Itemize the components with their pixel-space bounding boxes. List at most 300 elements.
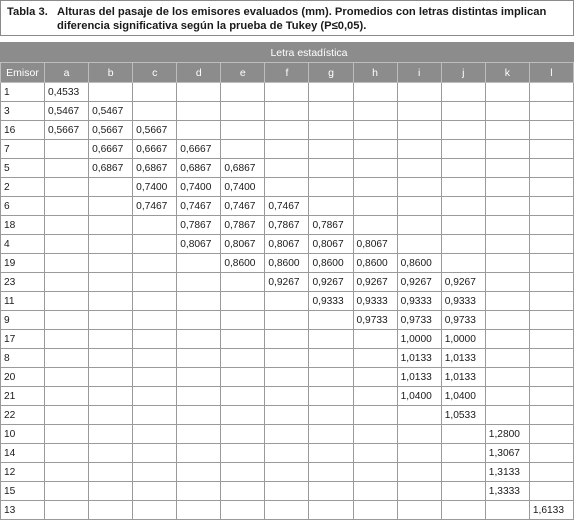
value-cell: [529, 330, 573, 349]
value-cell: [221, 368, 265, 387]
value-cell: [485, 273, 529, 292]
value-cell: 0,7400: [133, 178, 177, 197]
table-row: [1, 406, 574, 425]
emisor-cell: 7: [1, 140, 45, 159]
column-header-row: [1, 63, 574, 83]
value-cell: 1,0533: [441, 406, 485, 425]
value-cell: [133, 463, 177, 482]
value-cell: [133, 482, 177, 501]
value-cell: 1,0133: [397, 368, 441, 387]
value-cell: [265, 387, 309, 406]
table-row: [1, 159, 574, 178]
value-cell: [397, 178, 441, 197]
value-cell: 0,8600: [397, 254, 441, 273]
value-cell: [529, 368, 573, 387]
value-cell: [133, 254, 177, 273]
value-cell: [45, 197, 89, 216]
value-cell: [353, 102, 397, 121]
value-cell: [485, 140, 529, 159]
value-cell: [485, 406, 529, 425]
value-cell: [397, 463, 441, 482]
value-cell: [177, 368, 221, 387]
caption-text: Alturas del pasaje de los emisores evaluados (mm). Promedios con letras distintas implican diferencia significativa según la prueba de Tukey (P≤0,05).: [57, 6, 547, 32]
value-cell: [353, 463, 397, 482]
value-cell: [89, 83, 133, 102]
value-cell: [265, 425, 309, 444]
value-cell: [309, 102, 353, 121]
value-cell: [485, 83, 529, 102]
value-cell: 0,9333: [353, 292, 397, 311]
value-cell: [133, 273, 177, 292]
value-cell: [309, 197, 353, 216]
value-cell: [485, 159, 529, 178]
table-row: [1, 311, 574, 330]
table-row: [1, 292, 574, 311]
value-cell: [353, 140, 397, 159]
value-cell: [45, 387, 89, 406]
value-cell: 0,7867: [265, 216, 309, 235]
value-cell: [45, 406, 89, 425]
value-cell: [265, 501, 309, 520]
value-cell: 1,0000: [441, 330, 485, 349]
value-cell: [397, 102, 441, 121]
value-cell: [45, 501, 89, 520]
table-row: [1, 216, 574, 235]
value-cell: [529, 178, 573, 197]
value-cell: [177, 349, 221, 368]
value-cell: [529, 349, 573, 368]
table-row: [1, 349, 574, 368]
value-cell: [133, 406, 177, 425]
value-cell: [529, 482, 573, 501]
column-header-h: h: [353, 63, 397, 83]
value-cell: [397, 501, 441, 520]
value-cell: 1,0000: [397, 330, 441, 349]
value-cell: [265, 140, 309, 159]
value-cell: [485, 330, 529, 349]
value-cell: [485, 501, 529, 520]
value-cell: [441, 102, 485, 121]
value-cell: [397, 197, 441, 216]
value-cell: [529, 197, 573, 216]
value-cell: [221, 102, 265, 121]
emisor-cell: 12: [1, 463, 45, 482]
value-cell: [133, 102, 177, 121]
value-cell: [265, 330, 309, 349]
value-cell: [221, 387, 265, 406]
value-cell: [221, 406, 265, 425]
value-cell: [177, 254, 221, 273]
value-cell: [353, 178, 397, 197]
value-cell: [89, 235, 133, 254]
value-cell: [353, 444, 397, 463]
value-cell: [89, 311, 133, 330]
value-cell: 0,9267: [265, 273, 309, 292]
table-row: [1, 463, 574, 482]
column-header-c: c: [133, 63, 177, 83]
value-cell: [441, 216, 485, 235]
emisor-cell: 5: [1, 159, 45, 178]
value-cell: [529, 311, 573, 330]
value-cell: [441, 178, 485, 197]
value-cell: [265, 406, 309, 425]
value-cell: [45, 140, 89, 159]
value-cell: 0,9333: [441, 292, 485, 311]
value-cell: 0,7400: [177, 178, 221, 197]
value-cell: [177, 501, 221, 520]
value-cell: 0,5667: [133, 121, 177, 140]
value-cell: 0,8067: [221, 235, 265, 254]
value-cell: [353, 83, 397, 102]
table-row: [1, 330, 574, 349]
value-cell: 0,5467: [45, 102, 89, 121]
value-cell: 1,6133: [529, 501, 573, 520]
value-cell: [309, 406, 353, 425]
value-cell: 0,9267: [309, 273, 353, 292]
value-cell: [397, 140, 441, 159]
value-cell: [265, 178, 309, 197]
emisor-cell: 19: [1, 254, 45, 273]
emisor-cell: 3: [1, 102, 45, 121]
value-cell: [221, 140, 265, 159]
value-cell: [265, 292, 309, 311]
value-cell: [397, 159, 441, 178]
emisor-cell: 10: [1, 425, 45, 444]
value-cell: [309, 83, 353, 102]
value-cell: 0,6867: [133, 159, 177, 178]
value-cell: [45, 311, 89, 330]
value-cell: [221, 425, 265, 444]
value-cell: [397, 444, 441, 463]
value-cell: [221, 292, 265, 311]
value-cell: [177, 387, 221, 406]
value-cell: [133, 387, 177, 406]
value-cell: 1,3067: [485, 444, 529, 463]
value-cell: 0,6867: [177, 159, 221, 178]
value-cell: [265, 444, 309, 463]
value-cell: [89, 330, 133, 349]
value-cell: [221, 482, 265, 501]
value-cell: 0,5467: [89, 102, 133, 121]
value-cell: [529, 254, 573, 273]
value-cell: [529, 216, 573, 235]
value-cell: [177, 311, 221, 330]
value-cell: [529, 387, 573, 406]
value-cell: 0,8600: [309, 254, 353, 273]
value-cell: [397, 235, 441, 254]
value-cell: [441, 83, 485, 102]
value-cell: [529, 159, 573, 178]
value-cell: [485, 311, 529, 330]
value-cell: [529, 102, 573, 121]
value-cell: [89, 387, 133, 406]
value-cell: [353, 330, 397, 349]
value-cell: [353, 216, 397, 235]
value-cell: [45, 216, 89, 235]
value-cell: [309, 178, 353, 197]
value-cell: [441, 482, 485, 501]
emisor-cell: 22: [1, 406, 45, 425]
value-cell: [177, 482, 221, 501]
value-cell: [221, 83, 265, 102]
value-cell: 0,9733: [441, 311, 485, 330]
value-cell: [529, 406, 573, 425]
emisor-cell: 15: [1, 482, 45, 501]
row-header: Emisor: [1, 63, 45, 83]
value-cell: [265, 311, 309, 330]
value-cell: [485, 368, 529, 387]
emisor-cell: 2: [1, 178, 45, 197]
value-cell: 0,7400: [221, 178, 265, 197]
value-cell: 1,0400: [441, 387, 485, 406]
value-cell: [133, 311, 177, 330]
value-cell: [441, 501, 485, 520]
table-body: [1, 83, 574, 520]
value-cell: [441, 235, 485, 254]
value-cell: [265, 368, 309, 387]
value-cell: [529, 444, 573, 463]
value-cell: [353, 197, 397, 216]
value-cell: [485, 102, 529, 121]
value-cell: [133, 368, 177, 387]
value-cell: [265, 463, 309, 482]
value-cell: 0,8067: [177, 235, 221, 254]
value-cell: 0,6867: [221, 159, 265, 178]
value-cell: [353, 349, 397, 368]
value-cell: [133, 216, 177, 235]
value-cell: [45, 178, 89, 197]
value-cell: 0,4533: [45, 83, 89, 102]
value-cell: 1,0133: [397, 349, 441, 368]
value-cell: 0,8600: [265, 254, 309, 273]
value-cell: [89, 216, 133, 235]
column-header-k: k: [485, 63, 529, 83]
value-cell: [89, 463, 133, 482]
table-row: [1, 197, 574, 216]
column-header-e: e: [221, 63, 265, 83]
value-cell: [89, 444, 133, 463]
value-cell: [529, 463, 573, 482]
table-row: [1, 178, 574, 197]
value-cell: 0,9333: [309, 292, 353, 311]
value-cell: [397, 121, 441, 140]
value-cell: [89, 349, 133, 368]
emisor-cell: 6: [1, 197, 45, 216]
value-cell: 1,0133: [441, 368, 485, 387]
value-cell: 1,2800: [485, 425, 529, 444]
value-cell: [309, 349, 353, 368]
value-cell: 0,6667: [89, 140, 133, 159]
value-cell: [441, 121, 485, 140]
value-cell: [265, 83, 309, 102]
value-cell: [89, 501, 133, 520]
value-cell: [45, 444, 89, 463]
group-header: Letra estadística: [45, 43, 574, 63]
value-cell: [397, 482, 441, 501]
emisor-cell: 9: [1, 311, 45, 330]
emisor-cell: 16: [1, 121, 45, 140]
table-row: [1, 482, 574, 501]
value-cell: [485, 387, 529, 406]
value-cell: [441, 444, 485, 463]
value-cell: 0,9267: [353, 273, 397, 292]
value-cell: 0,7867: [221, 216, 265, 235]
value-cell: [45, 368, 89, 387]
emisor-cell: 14: [1, 444, 45, 463]
value-cell: [177, 425, 221, 444]
emisor-cell: 11: [1, 292, 45, 311]
value-cell: [309, 387, 353, 406]
value-cell: [45, 482, 89, 501]
group-header-row: [1, 43, 574, 63]
emisor-cell: 18: [1, 216, 45, 235]
emisor-cell: 17: [1, 330, 45, 349]
table-row: [1, 254, 574, 273]
value-cell: [309, 501, 353, 520]
value-cell: 0,7467: [177, 197, 221, 216]
column-header-f: f: [265, 63, 309, 83]
value-cell: [133, 235, 177, 254]
emisor-cell: 21: [1, 387, 45, 406]
emisor-cell: 13: [1, 501, 45, 520]
value-cell: [45, 292, 89, 311]
value-cell: [45, 159, 89, 178]
value-cell: [485, 349, 529, 368]
value-cell: [353, 406, 397, 425]
value-cell: [309, 463, 353, 482]
value-cell: 0,7867: [177, 216, 221, 235]
value-cell: 0,8067: [353, 235, 397, 254]
value-cell: [441, 159, 485, 178]
value-cell: [309, 482, 353, 501]
value-cell: [89, 197, 133, 216]
value-cell: [309, 311, 353, 330]
value-cell: [177, 83, 221, 102]
value-cell: [353, 159, 397, 178]
emisor-cell: 20: [1, 368, 45, 387]
caption-label: Tabla 3.: [7, 6, 48, 18]
value-cell: [177, 406, 221, 425]
table-row: [1, 83, 574, 102]
table-row: [1, 425, 574, 444]
value-cell: [45, 254, 89, 273]
table-row: [1, 387, 574, 406]
value-cell: 0,7467: [221, 197, 265, 216]
value-cell: [397, 216, 441, 235]
value-cell: [221, 444, 265, 463]
value-cell: [89, 292, 133, 311]
value-cell: 0,7467: [265, 197, 309, 216]
table-row: [1, 102, 574, 121]
value-cell: [485, 178, 529, 197]
value-cell: [529, 235, 573, 254]
table-row: [1, 273, 574, 292]
column-header-l: l: [529, 63, 573, 83]
value-cell: [45, 235, 89, 254]
value-cell: [265, 121, 309, 140]
value-cell: [441, 254, 485, 273]
column-header-j: j: [441, 63, 485, 83]
value-cell: [529, 121, 573, 140]
value-cell: [133, 501, 177, 520]
value-cell: [529, 425, 573, 444]
value-cell: [133, 292, 177, 311]
value-cell: [485, 197, 529, 216]
value-cell: [529, 140, 573, 159]
table-row: [1, 501, 574, 520]
value-cell: [221, 330, 265, 349]
value-cell: [221, 349, 265, 368]
emisor-cell: 23: [1, 273, 45, 292]
value-cell: [221, 463, 265, 482]
value-cell: 1,0133: [441, 349, 485, 368]
value-cell: [353, 425, 397, 444]
table-row: [1, 368, 574, 387]
table-row: [1, 121, 574, 140]
value-cell: [353, 482, 397, 501]
value-cell: [177, 292, 221, 311]
value-cell: [89, 425, 133, 444]
value-cell: 0,9733: [397, 311, 441, 330]
value-cell: [265, 102, 309, 121]
value-cell: 0,6867: [89, 159, 133, 178]
value-cell: [89, 368, 133, 387]
value-cell: [133, 444, 177, 463]
value-cell: 0,8067: [265, 235, 309, 254]
value-cell: [529, 292, 573, 311]
tukey-table: [0, 42, 574, 520]
value-cell: [353, 368, 397, 387]
value-cell: [45, 463, 89, 482]
emisor-cell: 8: [1, 349, 45, 368]
value-cell: 1,3333: [485, 482, 529, 501]
emisor-cell: 1: [1, 83, 45, 102]
value-cell: 0,6667: [177, 140, 221, 159]
table-row: [1, 444, 574, 463]
value-cell: [45, 349, 89, 368]
value-cell: 0,8067: [309, 235, 353, 254]
value-cell: [265, 159, 309, 178]
value-cell: [45, 273, 89, 292]
column-header-d: d: [177, 63, 221, 83]
value-cell: 1,0400: [397, 387, 441, 406]
value-cell: [397, 425, 441, 444]
value-cell: [221, 501, 265, 520]
value-cell: [309, 121, 353, 140]
value-cell: [45, 425, 89, 444]
value-cell: [89, 482, 133, 501]
value-cell: [133, 349, 177, 368]
value-cell: 0,9267: [397, 273, 441, 292]
value-cell: 0,8600: [221, 254, 265, 273]
value-cell: 0,9267: [441, 273, 485, 292]
emisor-cell: 4: [1, 235, 45, 254]
value-cell: 0,9333: [397, 292, 441, 311]
value-cell: [265, 482, 309, 501]
value-cell: [529, 83, 573, 102]
value-cell: [45, 330, 89, 349]
value-cell: 0,7467: [133, 197, 177, 216]
value-cell: [485, 235, 529, 254]
value-cell: [353, 501, 397, 520]
value-cell: [485, 216, 529, 235]
value-cell: 0,6667: [133, 140, 177, 159]
value-cell: [441, 425, 485, 444]
value-cell: [177, 330, 221, 349]
column-header-a: a: [45, 63, 89, 83]
value-cell: [265, 349, 309, 368]
value-cell: [397, 406, 441, 425]
